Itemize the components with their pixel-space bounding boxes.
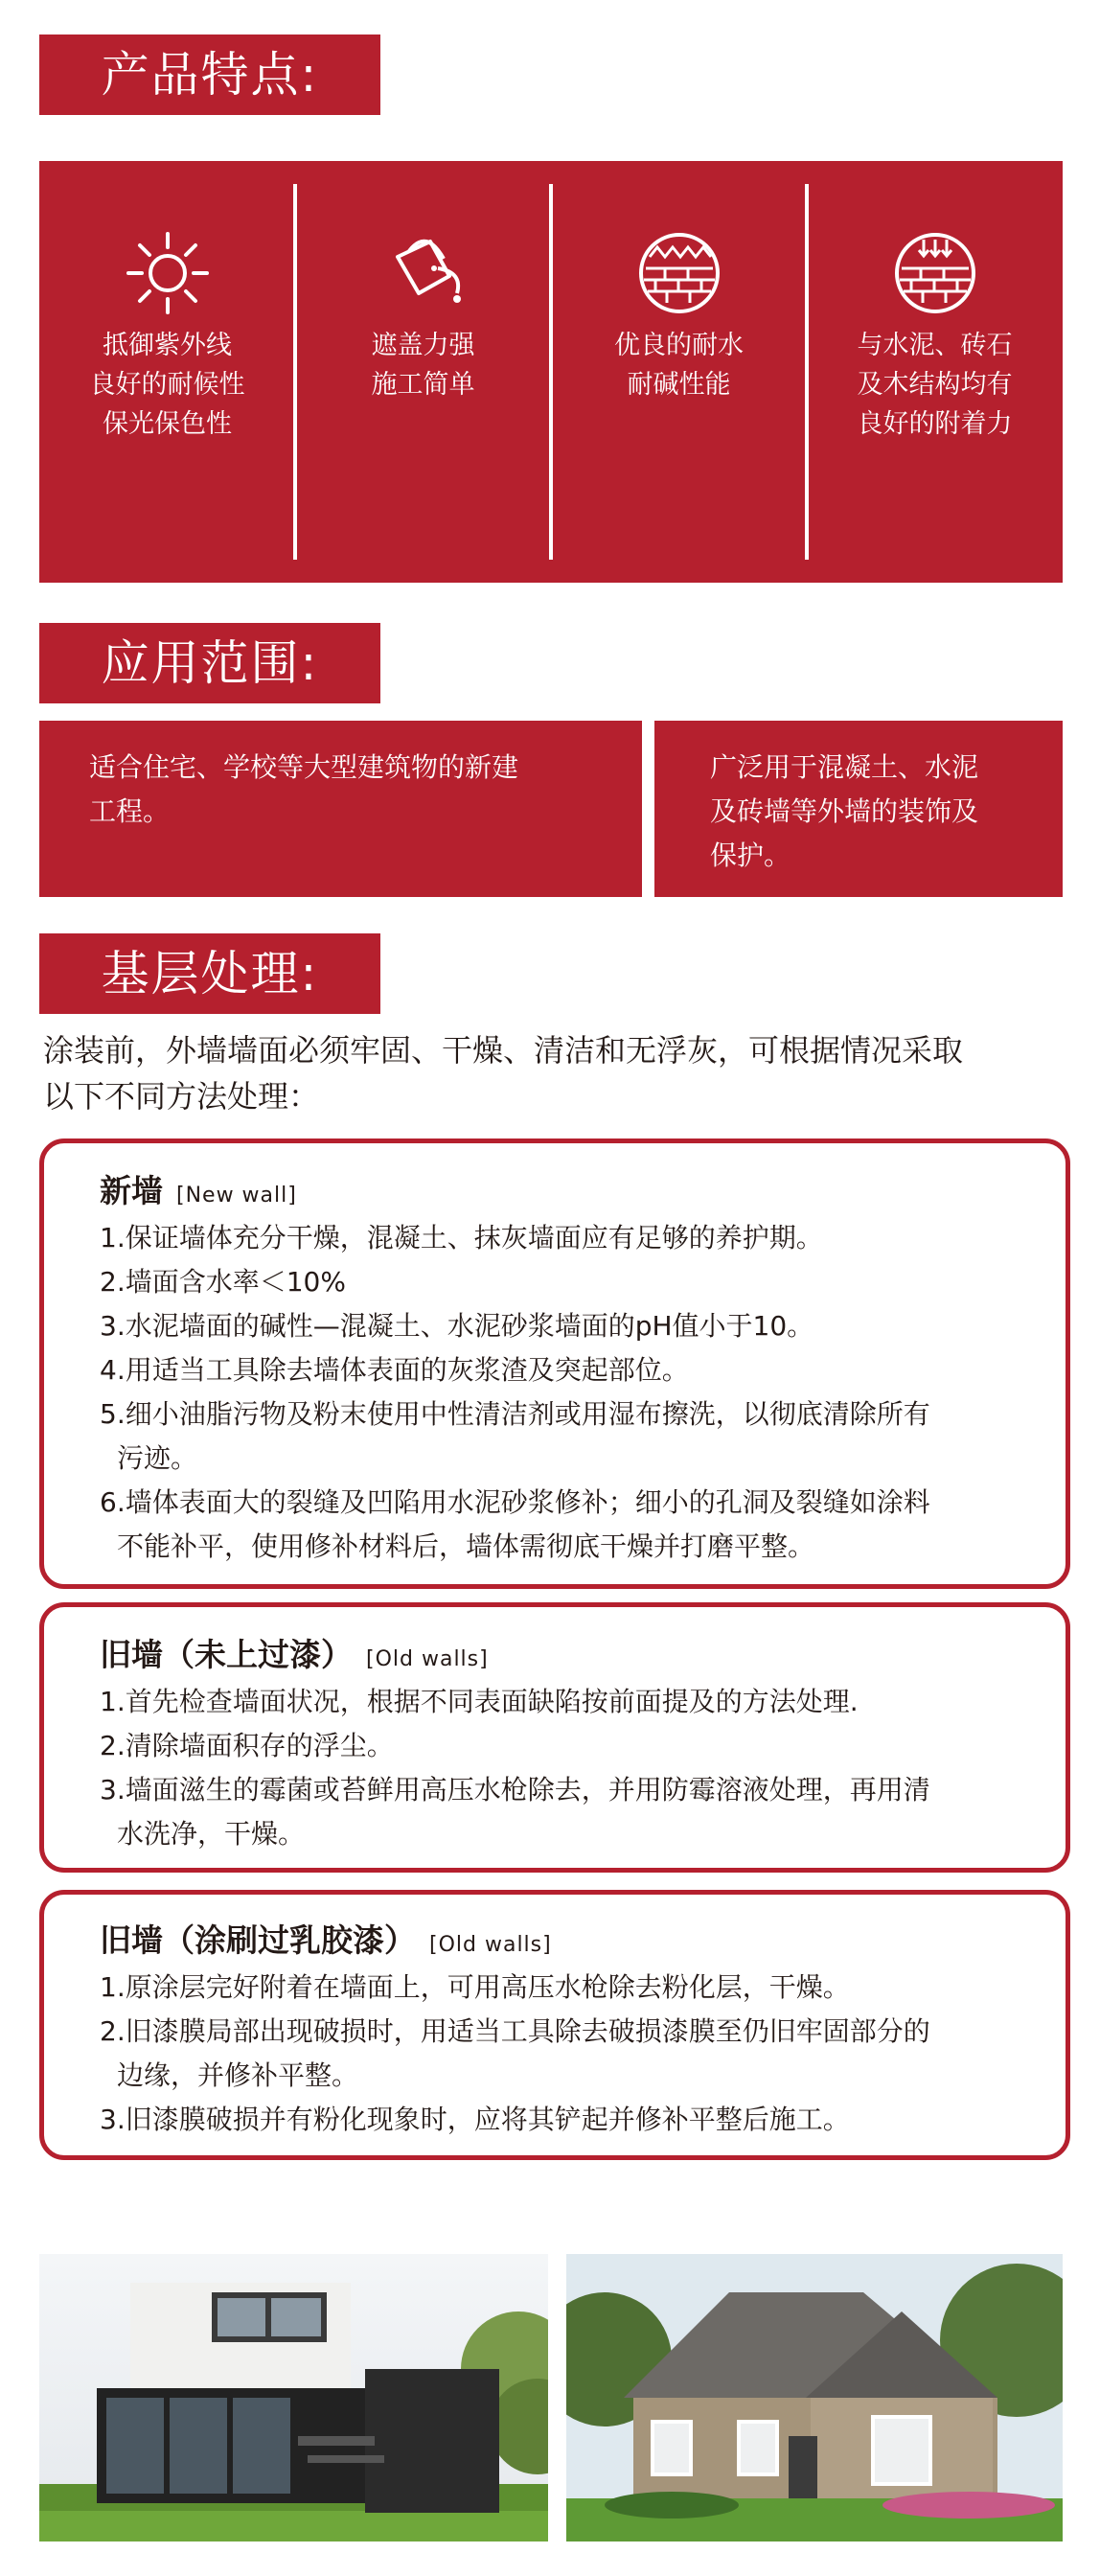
new-wall-box <box>39 1138 1070 1589</box>
box-subtitle: [Old walls] <box>429 1933 552 1957</box>
list-item: 1.首先检查墙面状况，根据不同表面缺陷按前面提及的方法处理. <box>100 1686 859 1717</box>
list-item-continuation: 边缘，并修补平整。 <box>117 2059 359 2091</box>
new-wall-list <box>100 1216 1027 1569</box>
list-item: 3.墙面滋生的霉菌或苔鲜用高压水枪除去，并用防霉溶液处理，再用清 <box>100 1774 930 1806</box>
old-wall-unpainted-box <box>39 1602 1070 1873</box>
feature-line: 遮盖力强 <box>371 331 475 360</box>
old-wall-unpainted-title <box>100 1630 489 1675</box>
paint-bucket-icon <box>380 230 467 316</box>
feature-line: 与水泥、砖石 <box>857 331 1013 360</box>
list-item: 1.原涂层完好附着在墙面上，可用高压水枪除去粉化层，干燥。 <box>100 1971 850 2003</box>
feature-line: 抵御紫外线 <box>103 331 232 360</box>
box-subtitle: [New wall] <box>176 1184 297 1208</box>
feature-adhesion <box>807 161 1063 583</box>
box-title-text: 旧墙（未上过漆） <box>100 1636 353 1673</box>
list-item: 2.墙面含水率＜10% <box>100 1266 346 1298</box>
substrate-section-title: 基层处理: <box>39 933 380 1014</box>
brick-wall-water-icon <box>636 230 722 316</box>
list-item: 2.旧漆膜局部出现破损时，用适当工具除去破损漆膜至仍旧牢固部分的 <box>100 2015 930 2047</box>
box-subtitle: [Old walls] <box>366 1647 489 1671</box>
list-item: 3.水泥墙面的碱性—混凝土、水泥砂浆墙面的pH值小于10。 <box>100 1310 814 1342</box>
application-box-right <box>654 721 1063 897</box>
modern-house-photo <box>39 2254 548 2542</box>
list-item-continuation: 不能补平，使用修补材料后，墙体需彻底干燥并打磨平整。 <box>117 1530 815 1562</box>
list-item: 1.保证墙体充分干燥，混凝土、抹灰墙面应有足够的养护期。 <box>100 1222 823 1254</box>
list-item: 2.清除墙面积存的浮尘。 <box>100 1730 394 1761</box>
feature-line: 保光保色性 <box>103 409 232 439</box>
list-item: 4.用适当工具除去墙体表面的灰浆渣及突起部位。 <box>100 1354 689 1386</box>
features-panel <box>39 161 1063 583</box>
application-section-title: 应用范围: <box>39 623 380 703</box>
feature-line: 良好的耐候性 <box>89 370 245 400</box>
feature-water-alkali <box>551 161 807 583</box>
feature-uv <box>39 161 295 583</box>
list-item-continuation: 水洗净，干燥。 <box>117 1818 306 1850</box>
old-wall-latex-box <box>39 1890 1070 2160</box>
application-line: 工程。 <box>89 795 171 827</box>
application-line: 保护。 <box>710 840 791 871</box>
list-item: 3.旧漆膜破损并有粉化现象时，应将其铲起并修补平整后施工。 <box>100 2104 850 2135</box>
application-line: 广泛用于混凝土、水泥 <box>710 751 979 783</box>
old-wall-latex-list <box>100 1966 1027 2142</box>
box-title-text: 旧墙（涂刷过乳胶漆） <box>100 1921 416 1959</box>
traditional-house-photo <box>566 2254 1063 2542</box>
old-wall-latex-title <box>100 1916 552 1961</box>
intro-line: 以下不同方法处理： <box>43 1078 320 1115</box>
list-item-continuation: 污迹。 <box>117 1442 198 1474</box>
feature-line: 施工简单 <box>371 370 475 400</box>
feature-line: 及木结构均有 <box>857 370 1013 400</box>
substrate-intro <box>43 1027 1068 1119</box>
new-wall-title <box>100 1166 297 1211</box>
intro-line: 涂装前，外墙墙面必须牢固、干燥、清洁和无浮灰，可根据情况采取 <box>43 1032 964 1069</box>
feature-line: 良好的附着力 <box>857 409 1013 439</box>
brick-wall-arrows-icon <box>892 230 978 316</box>
box-title-text: 新墙 <box>100 1172 163 1209</box>
sun-icon <box>125 230 211 316</box>
feature-line: 耐碱性能 <box>627 370 731 400</box>
application-line: 适合住宅、学校等大型建筑物的新建 <box>89 751 519 783</box>
list-item: 6.墙体表面大的裂缝及凹陷用水泥砂浆修补；细小的孔洞及裂缝如涂料 <box>100 1486 930 1518</box>
application-box-left <box>39 721 642 897</box>
application-line: 及砖墙等外墙的装饰及 <box>710 795 979 827</box>
feature-coverage <box>295 161 551 583</box>
list-item: 5.细小油脂污物及粉末使用中性清洁剂或用湿布擦洗，以彻底清除所有 <box>100 1398 930 1430</box>
features-section-title: 产品特点: <box>39 34 380 115</box>
old-wall-unpainted-list <box>100 1680 1027 1856</box>
feature-line: 优良的耐水 <box>614 331 744 360</box>
